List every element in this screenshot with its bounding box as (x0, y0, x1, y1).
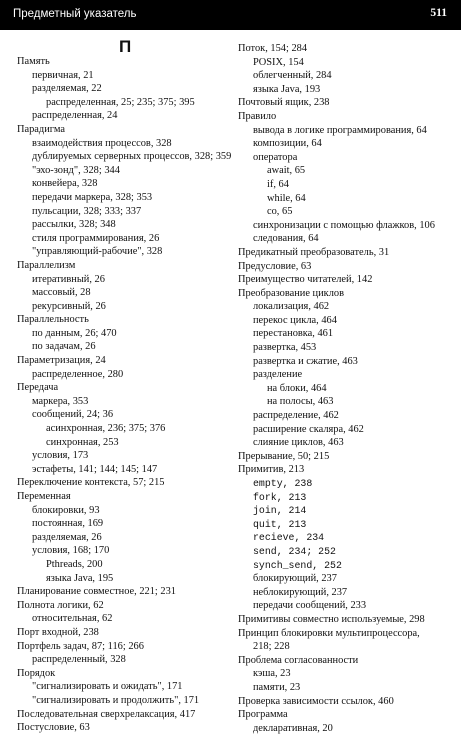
index-entry: Парадигма (17, 123, 66, 135)
index-entry: Память (17, 56, 50, 67)
index-entry: Параллелизм (17, 259, 76, 271)
index-entry: Передача (17, 382, 59, 394)
index-entry: вывода в логике программирования, 64 (253, 124, 427, 136)
index-entry: await, 65 (267, 165, 306, 177)
index-entry: постоянная, 169 (32, 518, 104, 530)
index-entry: Прерывание, 50; 215 (238, 450, 330, 462)
index-entry: языка Java, 195 (46, 572, 114, 584)
index-entry: synch_send, 252 (253, 559, 342, 571)
index-entry: локализация, 462 (253, 301, 330, 313)
index-entry: send, 234; 252 (253, 545, 336, 557)
index-entry: рекурсивный, 26 (32, 300, 106, 312)
index-entry: распределенная, 24 (32, 110, 118, 122)
index-entry: Переменная (17, 491, 71, 502)
index-entry: разделение (253, 369, 303, 381)
index-entry: блокирующий, 237 (253, 573, 337, 585)
index-entry: на блоки, 464 (267, 382, 327, 394)
index-entry: Проверка зависимости ссылок, 460 (238, 695, 394, 707)
index-entry: первичная, 21 (32, 69, 94, 81)
index-entry: Примитивы совместно используемые, 298 (238, 613, 425, 625)
index-entry: разделяемая, 26 (32, 531, 102, 543)
index-entry: распределенная, 25; 235; 375; 395 (46, 96, 195, 108)
index-entry: Порядок (17, 667, 56, 679)
index-entry: блокировки, 93 (32, 504, 100, 516)
section-letter: П (119, 37, 132, 56)
index-entry: Предусловие, 63 (238, 260, 312, 272)
index-entry: Предикатный преобразователь, 31 (238, 246, 390, 258)
index-entry: маркера, 353 (32, 395, 89, 407)
index-entry: языка Java, 193 (253, 83, 321, 95)
index-entry: разделяемая, 22 (32, 83, 102, 95)
running-header (0, 0, 461, 30)
index-entry: по задачам, 26 (32, 341, 96, 353)
index-entry: Проблема согласованности (238, 654, 359, 666)
index-entry: по данным, 26; 470 (32, 327, 117, 339)
index-entry: Правило (238, 110, 277, 122)
index-entry: co, 65 (267, 206, 293, 218)
index-entry: декларативная, 20 (253, 722, 333, 734)
index-entry: empty, 238 (253, 478, 313, 489)
index-entry: дублируемых серверных процессов, 328; 359 (32, 151, 232, 163)
index-entry: стиля программирования, 26 (32, 232, 160, 244)
index-entry: синхронизации с помощью флажков, 106 (253, 219, 435, 231)
index-entry: рассылки, 328; 348 (32, 219, 116, 231)
index-entry: "сигнализировать и ожидать", 171 (32, 681, 183, 693)
index-entry: на полосы, 463 (267, 396, 334, 408)
index-entry: перекос цикла, 464 (253, 314, 337, 326)
index-entry: Порт входной, 238 (17, 626, 99, 638)
index-entry: кэша, 23 (253, 668, 291, 680)
index-entry: if, 64 (267, 178, 289, 190)
index-entry: неблокирующий, 237 (253, 586, 348, 598)
index-entry: Поток, 154; 284 (238, 43, 308, 54)
index-entry: Преобразование циклов (238, 287, 345, 299)
index-entry: пульсации, 328; 333; 337 (32, 205, 142, 217)
index-entry: конвейера, 328 (32, 178, 98, 190)
index-entry: расширение скаляра, 462 (253, 423, 364, 435)
index-entry: Pthreads, 200 (46, 558, 103, 570)
index-entry: Переключение контекста, 57; 215 (17, 477, 165, 489)
index-entry: распределение, 462 (253, 410, 339, 422)
index-entry: 218; 228 (253, 641, 290, 653)
index-column-left (17, 55, 239, 735)
index-entry: Параметризация, 24 (17, 355, 106, 367)
index-entry: while, 64 (267, 192, 306, 204)
index-entry: Последовательная сверхрелаксация, 417 (17, 708, 196, 720)
index-entry: Программа (238, 709, 288, 721)
index-entry: Полнота логики, 62 (17, 599, 104, 611)
index-entry: Параллельность (17, 314, 89, 326)
index-entry: композиции, 64 (253, 138, 322, 150)
index-entry: взаимодействия процессов, 328 (32, 137, 172, 149)
index-column-right (238, 42, 453, 735)
index-entry: сообщений, 24; 36 (32, 409, 114, 421)
page-number: 511 (430, 7, 447, 19)
index-entry: Планирование совместное, 221; 231 (17, 586, 177, 598)
index-entry: синхронная, 253 (46, 436, 119, 448)
index-entry: облегченный, 284 (253, 70, 332, 82)
index-entry: относительная, 62 (32, 613, 113, 625)
index-entry: массовый, 28 (32, 287, 91, 299)
index-entry: условия, 168; 170 (32, 545, 110, 557)
index-entry: quit, 213 (253, 518, 307, 530)
index-entry: "эхо-зонд", 328; 344 (32, 164, 120, 176)
index-entry: оператора (253, 151, 298, 163)
index-entry: "управляющий-рабочие", 328 (32, 246, 163, 258)
index-entry: развертка, 453 (253, 342, 317, 354)
index-entry: памяти, 23 (253, 681, 301, 693)
index-entry: Преимущество читателей, 142 (238, 274, 373, 286)
index-entry: join, 214 (253, 505, 307, 517)
index-entry: следования, 64 (253, 233, 319, 245)
index-entry: Постусловие, 63 (17, 722, 90, 734)
index-entry: fork, 213 (253, 491, 307, 503)
index-entry: распределенное, 280 (32, 368, 124, 380)
index-entry: Примитив, 213 (238, 464, 305, 476)
index-entry: перестановка, 461 (253, 328, 334, 340)
index-entry: распределенный, 328 (32, 654, 126, 666)
index-entry: Почтовый ящик, 238 (238, 97, 330, 109)
index-entry: recieve, 234 (253, 532, 325, 544)
index-entry: слияние циклов, 463 (253, 437, 344, 449)
index-entry: передачи сообщений, 233 (253, 600, 367, 612)
index-entry: "сигнализировать и продолжить", 171 (32, 694, 200, 706)
index-entry: Портфель задач, 87; 116; 266 (17, 640, 144, 652)
index-entry: Принцип блокировки мультипроцессора, (238, 627, 420, 639)
index-entry: POSIX, 154 (253, 56, 304, 68)
index-entry: итеративный, 26 (32, 273, 105, 285)
index-entry: передачи маркера, 328; 353 (32, 191, 153, 203)
header-title: Предметный указатель (13, 8, 137, 20)
index-entry: условия, 173 (32, 450, 89, 462)
index-entry: эстафеты, 141; 144; 145; 147 (32, 463, 158, 475)
index-entry: асинхронная, 236; 375; 376 (46, 423, 166, 435)
index-entry: развертка и сжатие, 463 (253, 355, 358, 367)
